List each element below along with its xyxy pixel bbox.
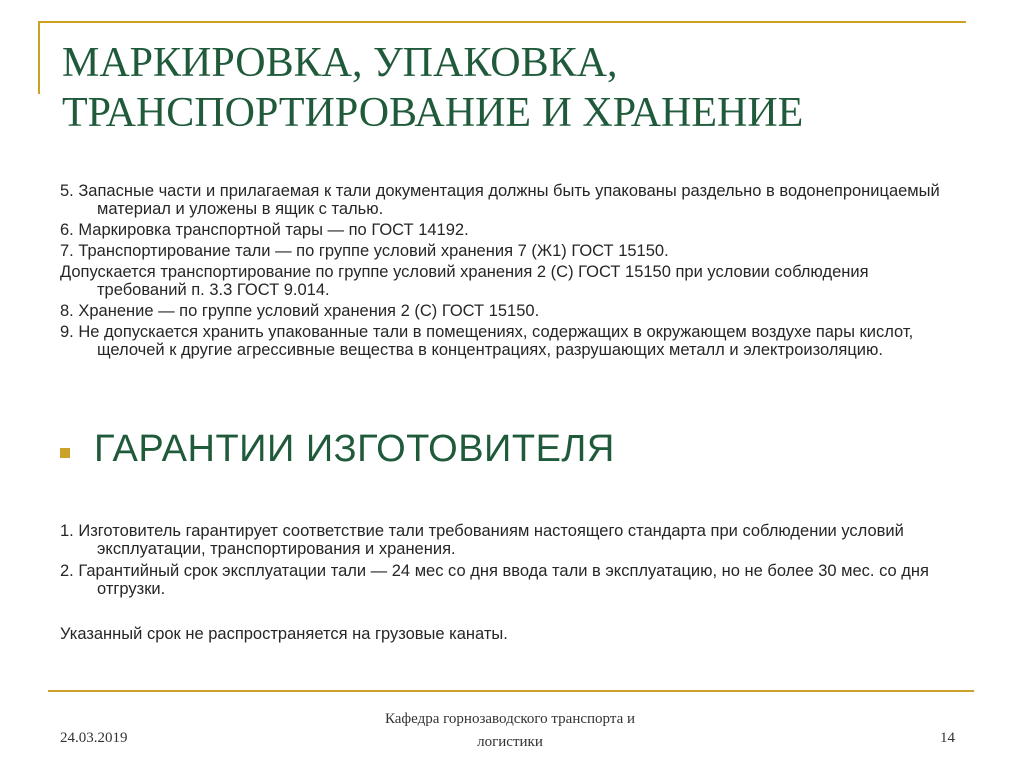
footer-organization <box>340 708 680 754</box>
square-bullet-icon <box>60 448 70 458</box>
slide-title <box>62 38 962 138</box>
list-item: 5. Запасные части и прилагаемая к тали документация должны быть упакованы раздельно в водонепроницаемый материал и уложены в ящик с талью. <box>60 182 940 218</box>
slide-title-line-1: МАРКИРОВКА, УПАКОВКА, <box>62 40 618 86</box>
list-item: 7. Транспортирование тали — по группе условий хранения 7 (Ж1) ГОСТ 15150. <box>60 242 669 260</box>
list-item: 1. Изготовитель гарантирует соответствие тали требованиям настоящего стандарта при соблюдении условий эксплуатации, транспортирования и хранения. <box>60 522 904 558</box>
list-item: 6. Маркировка транспортной тары — по ГОСТ 14192. <box>60 221 469 239</box>
section-title: ГАРАНТИИ ИЗГОТОВИТЕЛЯ <box>94 428 615 470</box>
warranty-list <box>60 522 960 602</box>
list-item: 9. Не допускается хранить упакованные тали в помещениях, содержащих в окружающем воздухе пары кислот, щелочей к другие агрессивные вещества в концентрациях, разрушающих металл и электроизоляцию. <box>60 323 914 359</box>
left-divider <box>38 21 40 94</box>
storage-requirements-list <box>60 182 960 362</box>
slide-title-line-2: ТРАНСПОРТИРОВАНИЕ И ХРАНЕНИЕ <box>62 90 804 136</box>
list-item: Допускается транспортирование по группе условий хранения 2 (С) ГОСТ 15150 при условии соблюдения требований п. 3.3 ГОСТ 9.014. <box>60 263 869 299</box>
warranty-note: Указанный срок не распространяется на грузовые канаты. <box>60 625 508 643</box>
warranty-heading <box>60 428 615 471</box>
list-item: 8. Хранение — по группе условий хранения 2 (С) ГОСТ 15150. <box>60 302 540 320</box>
footer-org-line-1: Кафедра горнозаводского транспорта и <box>384 711 636 727</box>
bottom-divider <box>48 690 974 692</box>
footer-date: 24.03.2019 <box>60 730 128 746</box>
top-divider <box>38 21 966 23</box>
page-number: 14 <box>940 730 955 746</box>
footer-org-line-2: логистики <box>477 734 543 750</box>
list-item: 2. Гарантийный срок эксплуатации тали — 24 мес со дня ввода тали в эксплуатацию, но не более 30 мес. со дня отгрузки. <box>60 562 929 598</box>
